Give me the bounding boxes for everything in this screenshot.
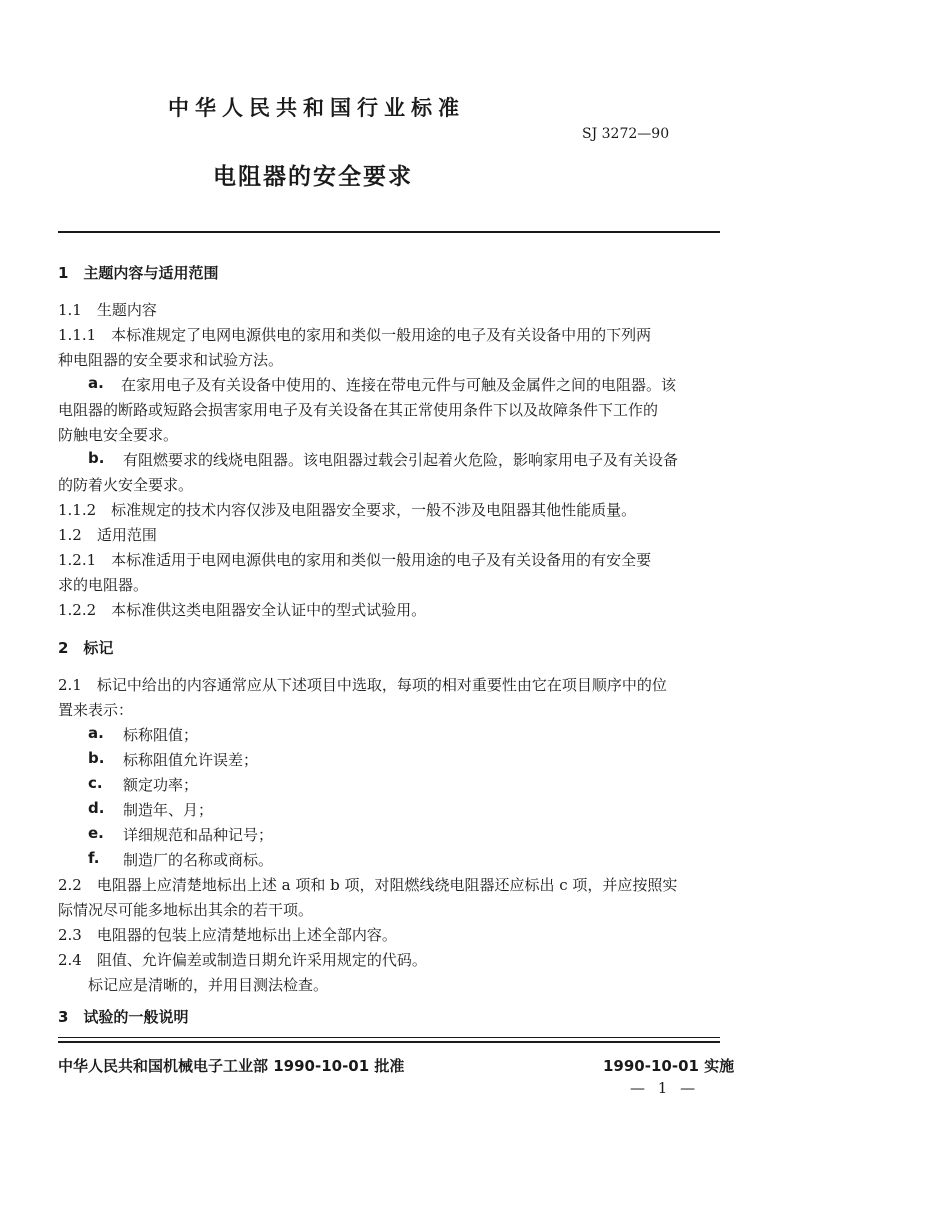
standard-category: 中华人民共和国行业标准 — [168, 96, 465, 120]
clause-2-4: 2.4 阻值、允许偏差或制造日期允许采用规定的代码。 — [58, 951, 427, 969]
item-a-line2: 电阻器的断路或短路会损害家用电子及有关设备在其正常使用条件下以及故障条件下工作的 — [58, 401, 659, 419]
section-2-heading: 2 标记 — [58, 639, 114, 657]
mark-item-text: 标称阻值允许误差； — [123, 751, 259, 769]
clause-1-1-1-line2: 种电阻器的安全要求和试验方法。 — [58, 351, 284, 369]
mark-item-text: 额定功率； — [123, 776, 199, 794]
mark-item-marker: c. — [88, 774, 103, 792]
clause-2-1-line1: 2.1 标记中给出的内容通常应从下述项目中选取，每项的相对重要性由它在项目顺序中的位 — [58, 676, 667, 694]
section-3-heading: 3 试验的一般说明 — [58, 1008, 189, 1026]
effective-date: 1990-10-01 实施 — [603, 1057, 735, 1075]
mark-item-marker: d. — [88, 799, 105, 817]
item-a-marker: a. — [88, 374, 104, 392]
footer-divider-thin — [58, 1037, 720, 1038]
clause-2-2-line2: 际情况尽可能多地标出其余的若干项。 — [58, 901, 314, 919]
clause-2-1-line2: 置来表示： — [58, 701, 134, 719]
clause-2-2-line1: 2.2 电阻器上应清楚地标出上述 a 项和 b 项，对阻燃线绕电阻器还应标出 c 项，并应按照实 — [58, 876, 678, 894]
clause-1-2: 1.2 适用范围 — [58, 526, 157, 544]
page-number: — 1 — — [630, 1079, 700, 1097]
clause-1-2-1-line1: 1.2.1 本标准适用于电网电源供电的家用和类似一般用途的电子及有关设备用的有安全要 — [58, 551, 652, 569]
clause-1-1: 1.1 生题内容 — [58, 301, 157, 319]
mark-item-text: 详细规范和品种记号； — [123, 826, 274, 844]
header-divider — [58, 231, 720, 233]
mark-item-text: 制造年、月； — [123, 801, 214, 819]
mark-item-marker: f. — [88, 849, 100, 867]
clause-2-4-note: 标记应是清晰的，并用目测法检查。 — [88, 976, 329, 994]
mark-item-marker: e. — [88, 824, 104, 842]
item-b-line2: 的防着火安全要求。 — [58, 476, 194, 494]
approval-statement: 中华人民共和国机械电子工业部 1990-10-01 批准 — [58, 1057, 405, 1075]
item-b-marker: b. — [88, 449, 105, 467]
clause-1-1-1-line1: 1.1.1 本标准规定了电网电源供电的家用和类似一般用途的电子及有关设备中用的下列两 — [58, 326, 652, 344]
item-a-line1: 在家用电子及有关设备中使用的、连接在带电元件与可触及金属件之间的电阻器。该 — [121, 376, 677, 394]
clause-1-2-2: 1.2.2 本标准供这类电阻器安全认证中的型式试验用。 — [58, 601, 427, 619]
clause-2-3: 2.3 电阻器的包装上应清楚地标出上述全部内容。 — [58, 926, 397, 944]
mark-item-text: 制造厂的名称或商标。 — [123, 851, 274, 869]
mark-item-marker: a. — [88, 724, 104, 742]
clause-1-1-2: 1.1.2 标准规定的技术内容仅涉及电阻器安全要求，一般不涉及电阻器其他性能质量。 — [58, 501, 637, 519]
section-1-heading: 1 主题内容与适用范围 — [58, 264, 219, 282]
clause-1-2-1-line2: 求的电阻器。 — [58, 576, 149, 594]
mark-item-text: 标称阻值； — [123, 726, 199, 744]
item-a-line3: 防触电安全要求。 — [58, 426, 179, 444]
item-b-line1: 有阻燃要求的线烧电阻器。该电阻器过载会引起着火危险，影响家用电子及有关设备 — [123, 451, 679, 469]
document-title: 电阻器的安全要求 — [213, 164, 413, 190]
footer-divider-thick — [58, 1041, 720, 1043]
standard-code: SJ 3272—90 — [582, 126, 670, 142]
mark-item-marker: b. — [88, 749, 105, 767]
